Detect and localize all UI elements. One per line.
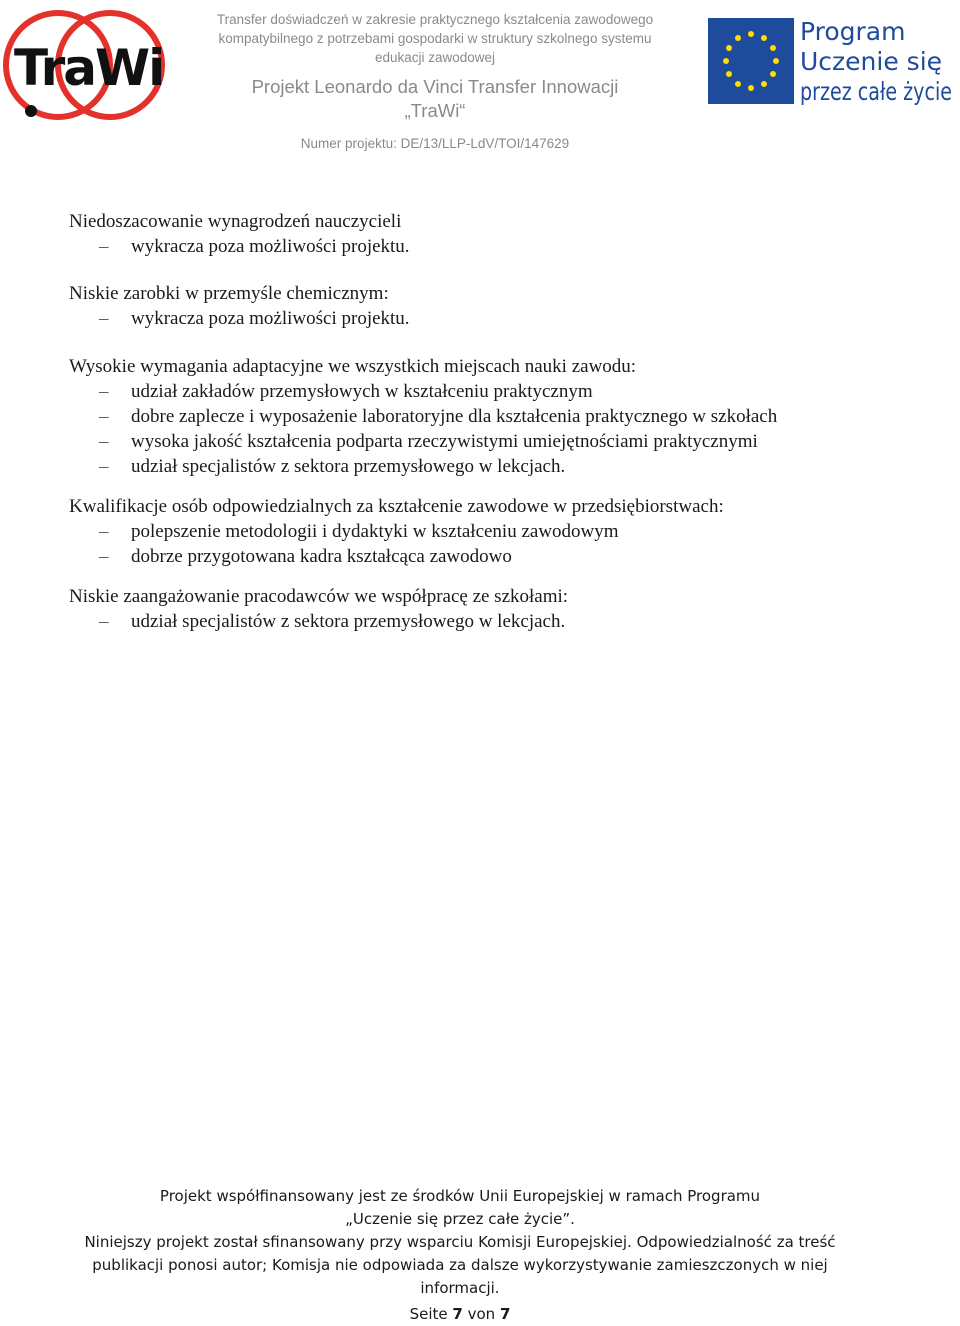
list-item bbox=[69, 454, 919, 479]
project-name bbox=[200, 75, 670, 123]
footer-line: Projekt współfinansowany jest ze środków Unii Europejskiej w ramach Programu bbox=[159, 1187, 761, 1205]
trawi-logo-text: TraWi bbox=[14, 39, 164, 97]
footer-line: Niniejszy projekt został sfinansowany przy wsparciu Komisji Europejskiej. Odpowiedzialność za treść bbox=[84, 1233, 836, 1251]
footer-line: „Uczenie się przez całe życie”. bbox=[345, 1210, 575, 1228]
project-number: Numer projektu: DE/13/LLP-LdV/TOI/147629 bbox=[300, 136, 570, 151]
list-item bbox=[69, 519, 919, 544]
eu-logo-line: Program bbox=[800, 17, 906, 46]
list-item-text: udział specjalistów z sektora przemysłowego w lekcjach. bbox=[131, 456, 566, 477]
project-name-line: Projekt Leonardo da Vinci Transfer Innowacji bbox=[251, 76, 619, 97]
section bbox=[69, 281, 919, 331]
header-title-line: kompatybilnego z potrzebami gospodarki w struktury szkolnego systemu bbox=[218, 31, 652, 46]
list-item bbox=[69, 379, 919, 404]
list-item-text: dobrze przygotowana kadra kształcąca zawodowo bbox=[131, 546, 512, 567]
list-item-text: udział zakładów przemysłowych w kształceniu praktycznym bbox=[131, 381, 593, 402]
list-item-text: polepszenie metodologii i dydaktyki w kształceniu zawodowym bbox=[131, 521, 619, 542]
section-title: Wysokie wymagania adaptacyjne we wszystkich miejscach nauki zawodu: bbox=[69, 356, 637, 377]
footer-line: publikacji ponosi autor; Komisja nie odpowiada za dalsze wykorzystywanie zamieszczonych w niej bbox=[92, 1256, 828, 1274]
list-item-text: dobre zaplecze i wyposażenie laboratoryjne dla kształcenia praktycznego w szkołach bbox=[131, 406, 778, 427]
section bbox=[69, 354, 919, 479]
list-item-text: udział specjalistów z sektora przemysłowego w lekcjach. bbox=[131, 611, 566, 632]
list-item-text: wykracza poza możliwości projektu. bbox=[131, 236, 410, 257]
dash-bullet: – bbox=[99, 308, 109, 329]
dash-bullet: – bbox=[99, 521, 109, 542]
list-item bbox=[69, 609, 919, 634]
dash-bullet: – bbox=[99, 381, 109, 402]
dash-bullet: – bbox=[99, 406, 109, 427]
list-item-text: wysoka jakość kształcenia podparta rzeczywistymi umiejętnościami praktycznymi bbox=[131, 431, 758, 452]
section bbox=[69, 584, 919, 634]
section bbox=[69, 209, 919, 259]
dash-bullet: – bbox=[99, 546, 109, 567]
dash-bullet: – bbox=[99, 431, 109, 452]
list-item-text: wykracza poza możliwości projektu. bbox=[131, 308, 410, 329]
section bbox=[69, 494, 919, 569]
list-item bbox=[69, 404, 919, 429]
eu-lifelong-learning-logo bbox=[704, 12, 958, 120]
section-title: Niskie zaangażowanie pracodawców we współpracę ze szkołami: bbox=[69, 586, 569, 607]
section-title: Kwalifikacje osób odpowiedzialnych za kształcenie zawodowe w przedsiębiorstwach: bbox=[69, 496, 724, 517]
footer-line: informacji. bbox=[420, 1279, 500, 1297]
page-footer bbox=[50, 1185, 870, 1326]
list-item bbox=[69, 234, 919, 259]
dash-bullet: – bbox=[99, 456, 109, 477]
eu-logo-line: Uczenie się bbox=[800, 47, 943, 76]
dash-bullet: – bbox=[99, 236, 109, 257]
trawi-logo bbox=[0, 4, 168, 122]
list-item bbox=[69, 306, 919, 331]
list-item bbox=[69, 429, 919, 454]
section-title: Niskie zarobki w przemyśle chemicznym: bbox=[69, 283, 389, 304]
page-current: 7 bbox=[452, 1305, 463, 1323]
page-prefix: Seite bbox=[409, 1305, 448, 1323]
eu-logo-line: przez całe życie bbox=[800, 77, 952, 106]
page-sep: von bbox=[467, 1305, 496, 1323]
page-total: 7 bbox=[499, 1305, 511, 1323]
header-title-line: edukacji zawodowej bbox=[374, 50, 496, 65]
document-body bbox=[69, 209, 919, 649]
dash-bullet: – bbox=[99, 611, 109, 632]
list-item bbox=[69, 544, 919, 569]
header-title-line: Transfer doświadczeń w zakresie praktycznego kształcenia zawodowego bbox=[216, 12, 654, 27]
header-text-block bbox=[200, 10, 670, 153]
section-title: Niedoszacowanie wynagrodzeń nauczycieli bbox=[69, 211, 402, 232]
project-name-line: „TraWi“ bbox=[404, 100, 466, 121]
